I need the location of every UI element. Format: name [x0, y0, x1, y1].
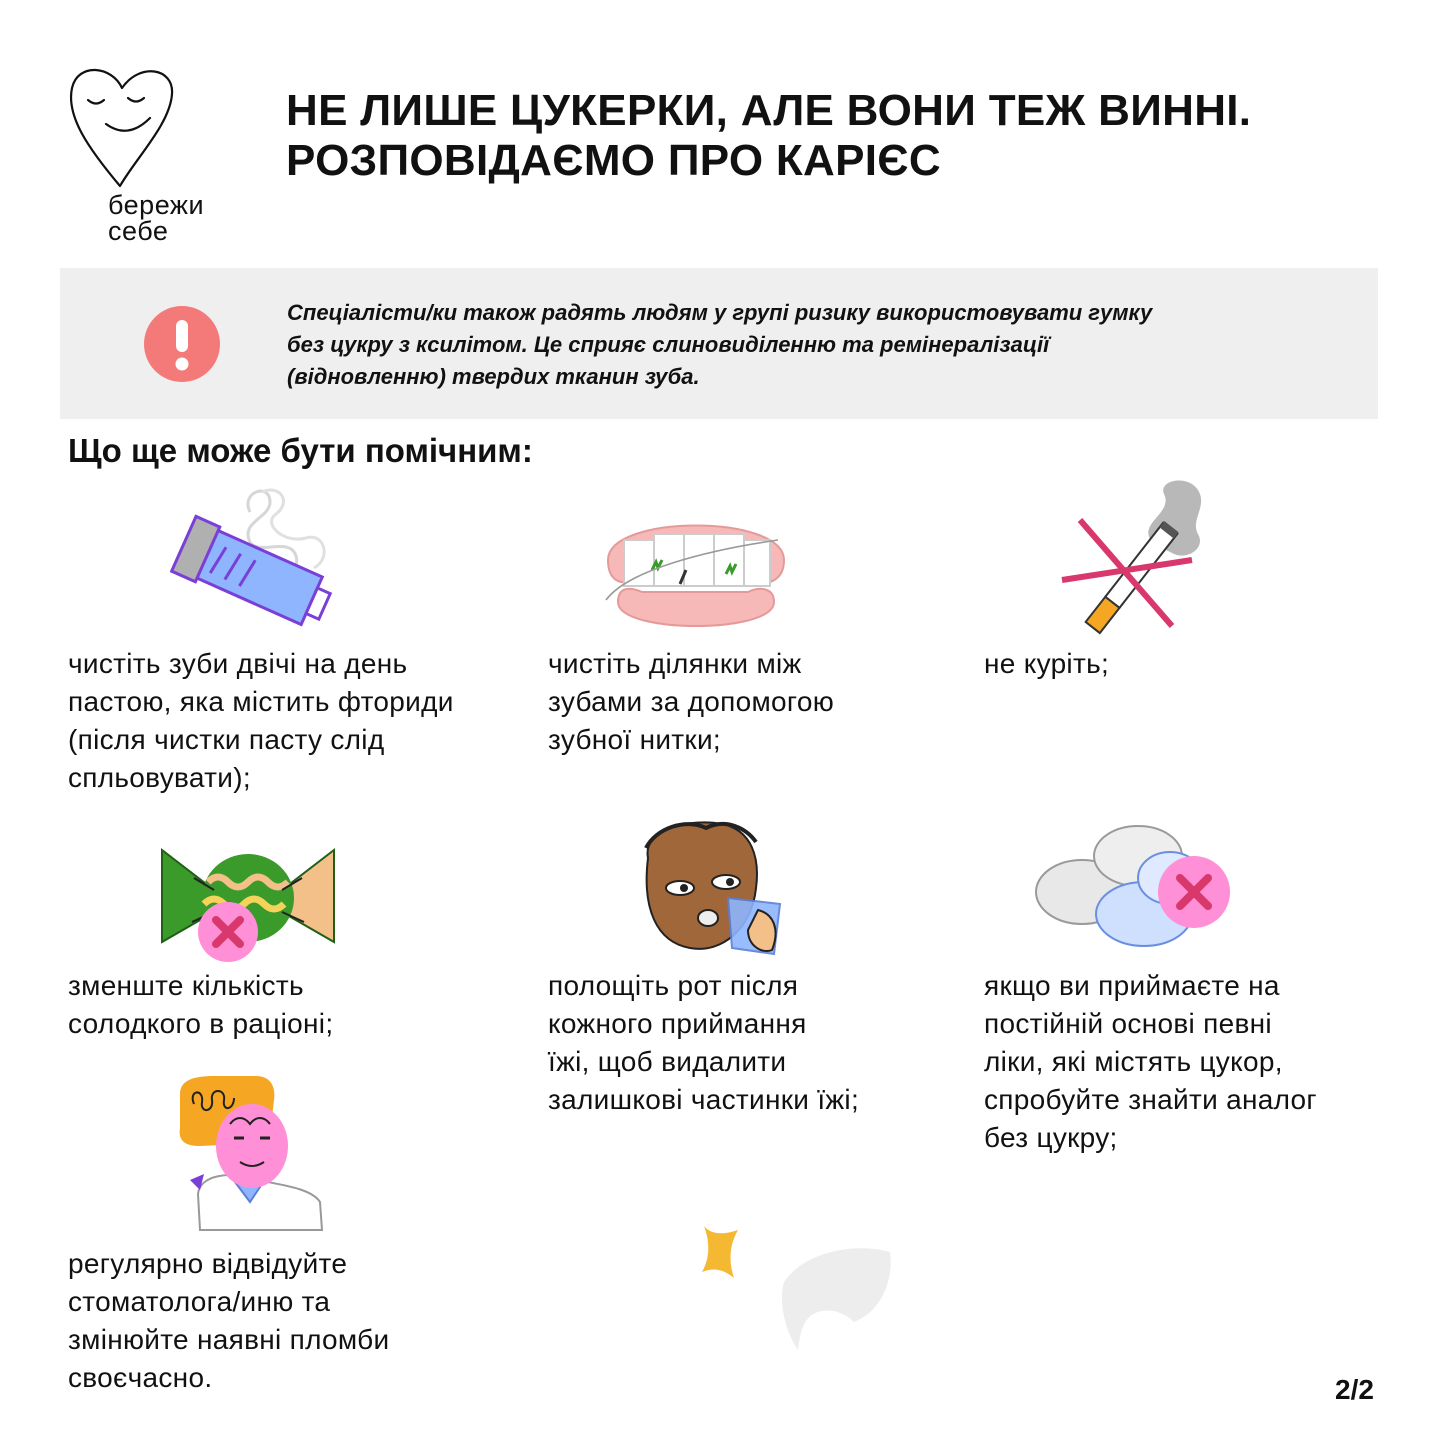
logo-wordmark — [108, 192, 204, 244]
page-number: 2/2 — [1335, 1374, 1374, 1405]
dental-floss-icon — [598, 510, 794, 638]
sparkle-icon — [698, 1224, 742, 1280]
tip-line: спробуйте знайти аналог — [984, 1084, 1317, 1115]
logo-line-2: себе — [108, 216, 169, 246]
tip-line: солодкого в раціоні; — [68, 1008, 334, 1039]
tip-line: чистіть ділянки між — [548, 648, 802, 679]
logo-heart-icon — [66, 58, 178, 190]
tip-line: стоматолога/иню та — [68, 1286, 331, 1317]
notice-line: Спеціалісти/ки також радять людям у групі ризику використовувати гумку — [287, 300, 1153, 325]
no-sugar-pills-icon — [1034, 822, 1232, 952]
tip-line: постійній основі певні — [984, 1008, 1272, 1039]
title-line-1: НЕ ЛИШЕ ЦУКЕРКИ, АЛЕ ВОНИ ТЕЖ ВИННІ. — [286, 86, 1252, 135]
tip-line: кожного приймання — [548, 1008, 807, 1039]
section-heading: Що ще може бути помічним: — [68, 432, 533, 469]
tip-line: без цукру; — [984, 1122, 1118, 1153]
no-candy-icon — [158, 842, 338, 964]
tip-line: не куріть; — [984, 648, 1110, 679]
dentist-visit-icon — [170, 1074, 328, 1234]
rinse-mouth-icon — [632, 818, 790, 958]
tip-line: зубної нитки; — [548, 724, 721, 755]
tip-text — [68, 967, 488, 1043]
tip-text — [68, 1245, 508, 1397]
tip-text — [548, 967, 968, 1119]
tip-line: ліки, які містять цукор, — [984, 1046, 1283, 1077]
notice-line: без цукру з ксилітом. Це сприяє слиновиділенню та ремінералізації — [287, 332, 1050, 357]
tip-text — [984, 967, 1424, 1157]
page-title — [286, 86, 1396, 186]
tip-line: чистіть зуби двічі на день — [68, 648, 408, 679]
tip-line: (після чистки пасту слід — [68, 724, 385, 755]
tip-line: якщо ви приймаєте на — [984, 970, 1280, 1001]
tip-text — [984, 645, 1404, 683]
tip-line: зубами за допомогою — [548, 686, 835, 717]
tip-line: полощіть рот після — [548, 970, 799, 1001]
exclamation-icon — [144, 306, 220, 382]
tip-line: зменште кількість — [68, 970, 304, 1001]
tip-line: залишкові частинки їжі; — [548, 1084, 860, 1115]
tip-line: своєчасно. — [68, 1362, 213, 1393]
notice-text — [287, 297, 1287, 393]
tip-text — [548, 645, 968, 759]
tip-line: змінюйте наявні пломби — [68, 1324, 390, 1355]
toothpaste-icon — [170, 482, 336, 634]
tip-line: пастою, яка містить фториди — [68, 686, 454, 717]
tip-line: спльовувати); — [68, 762, 251, 793]
tooth-shape-icon — [774, 1242, 896, 1354]
no-smoking-icon — [1058, 474, 1208, 636]
title-line-2: РОЗПОВІДАЄМО ПРО КАРІЄС — [286, 136, 941, 185]
tip-line: їжі, щоб видалити — [548, 1046, 787, 1077]
notice-line: (відновленню) твердих тканин зуба. — [287, 364, 700, 389]
logo-line-1: бережи — [108, 190, 205, 220]
tip-text — [68, 645, 538, 797]
tip-line: регулярно відвідуйте — [68, 1248, 348, 1279]
